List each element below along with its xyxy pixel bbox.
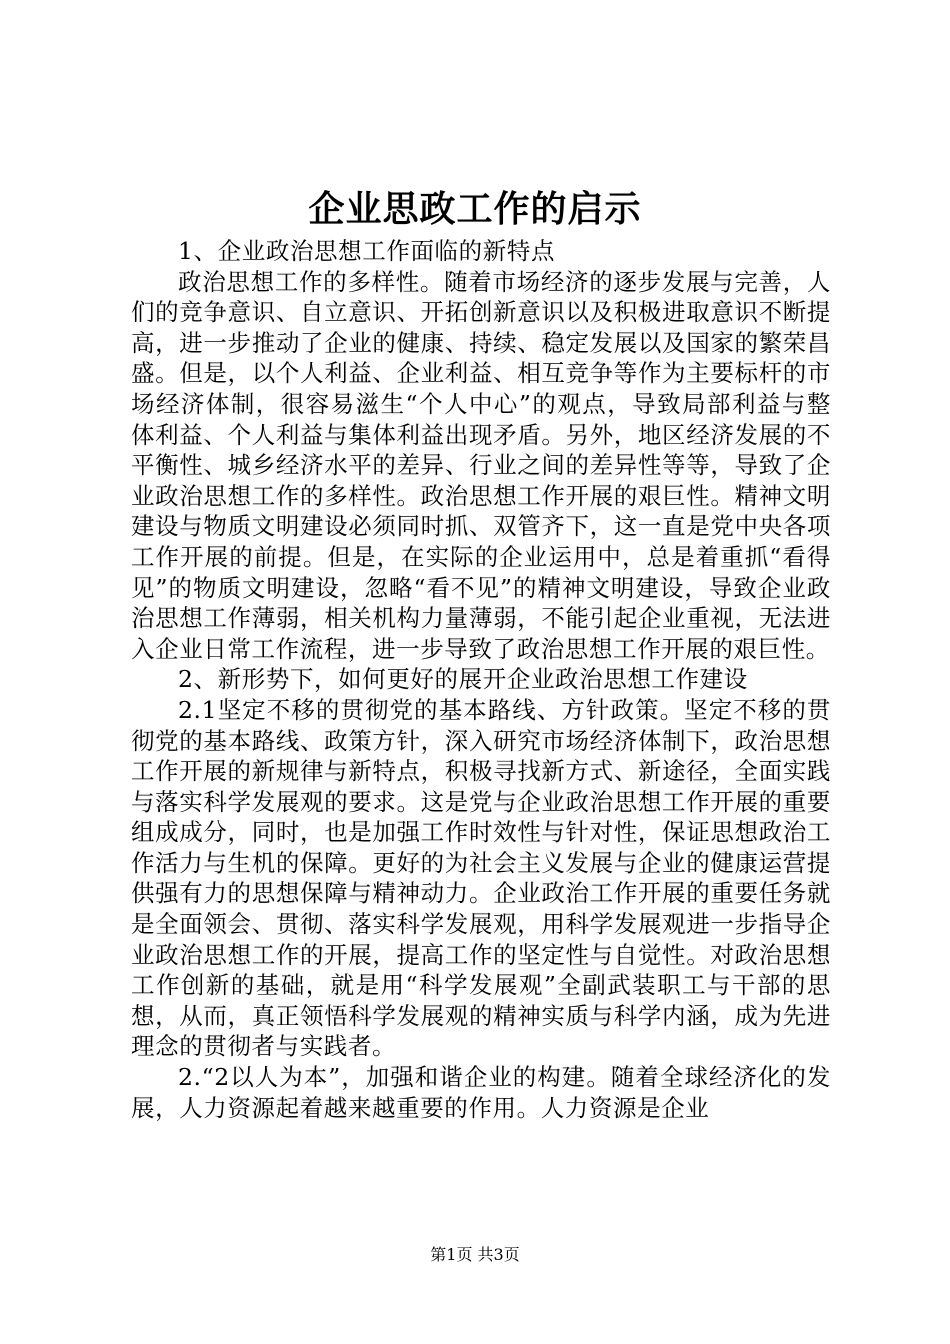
section-heading-1: 1、企业政治思想工作面临的新特点 <box>178 237 556 265</box>
paragraph-party-line: 2.1坚定不移的贯彻党的基本路线、方针政策。坚定不移的贯彻党的基本路线、政策方针，深入研究市场经济体制下，政治思想工作开展的新规律与新特点，积极寻找新方式、新途径，全面实践与落实科学发展观的要求。这是党与企业政治思想工作开展的重要组成成分，同时，也是加强工作时效性与针对性，保证思想政治工作活力与生机的保障。更好的为社会主义发展与企业的健康运营提供强有力的思想保障与精神动力。企业政治工作开展的重要任务就是全面领会、贯彻、落实科学发展观，用科学发展观进一步指导企业政治思想工作的开展，提高工作的坚定性与自觉性。对政治思想工作创新的基础，就是用“科学发展观”全副武装职工与干部的思想，从而，真正领悟科学发展观的精神实质与科学内涵，成为先进理念的贯彻者与实践者。 <box>131 695 831 1061</box>
page-title: 企业思政工作的启示 <box>308 188 642 230</box>
document-body <box>131 236 831 1123</box>
page-footer: 第1页 共3页 <box>430 1245 520 1264</box>
section-heading-2: 2、新形势下，如何更好的展开企业政治思想工作建设 <box>178 665 748 694</box>
paragraph-people-oriented: 2.“2以人为本”，加强和谐企业的构建。随着全球经济化的发展，人力资源起着越来越重要的作用。人力资源是企业 <box>131 1063 831 1122</box>
paragraph-new-features: 政治思想工作的多样性。随着市场经济的逐步发展与完善，人们的竞争意识、自立意识、开拓创新意识以及积极进取意识不断提高，进一步推动了企业的健康、持续、稳定发展以及国家的繁荣昌盛。但是，以个人利益、企业利益、相互竞争等作为主要标杆的市场经济体制，很容易滋生“个人中心”的观点，导致局部利益与整体利益、个人利益与集体利益出现矛盾。另外，地区经济发展的不平衡性、城乡经济水平的差异、行业之间的差异性等等，导致了企业政治思想工作的多样性。政治思想工作开展的艰巨性。精神文明建设与物质文明建设必须同时抓、双管齐下，这一直是党中央各项工作开展的前提。但是，在实际的企业运用中，总是着重抓“看得见”的物质文明建设，忽略“看不见”的精神文明建设，导致企业政治思想工作薄弱，相关机构力量薄弱，不能引起企业重视，无法进入企业日常工作流程，进一步导致了政治思想工作开展的艰巨性。 <box>131 267 831 663</box>
